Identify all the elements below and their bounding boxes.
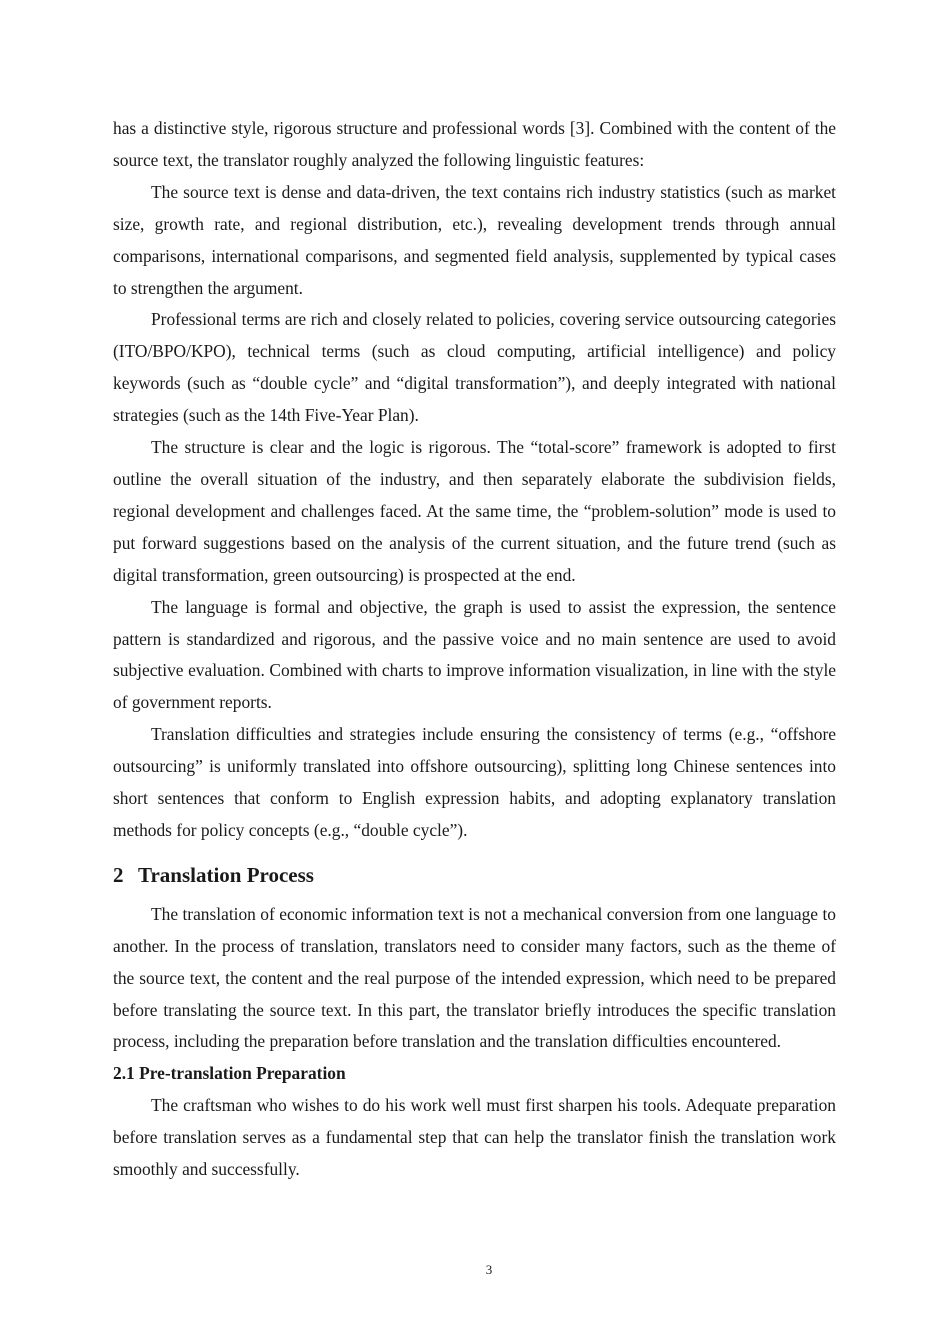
- paragraph-structure: The structure is clear and the logic is rigorous. The “total-score” framework is adopted to first outline the overall situation of the industry, and then separately elaborate the subdivision fields, regional development and challenges faced. At the same time, the “problem-solution” mode is used to put forward suggestions based on the analysis of the current situation, and the future trend (such as digital transformation, green outsourcing) is prospected at the end.: [113, 437, 836, 585]
- section-heading: [113, 861, 836, 889]
- paragraph-professional-terms: Professional terms are rich and closely related to policies, covering service outsourcing categories (ITO/BPO/KPO), technical terms (such as cloud computing, artificial intelligence) and policy keywords (such as “double cycle” and “digital transformation”), and deeply integrated with national strategies (such as the 14th Five-Year Plan).: [113, 309, 836, 426]
- paragraph-continued: has a distinctive style, rigorous structure and professional words [3]. Combined with the content of the source text, the translator roughly analyzed the following linguistic features:: [113, 118, 836, 170]
- section-title: Translation Process: [138, 862, 314, 887]
- paragraph-translation-process: The translation of economic information text is not a mechanical conversion from one language to another. In the process of translation, translators need to consider many factors, such as the theme of the source text, the content and the real purpose of the intended expression, which need to be prepared before translating the source text. In this part, the translator briefly introduces the specific translation process, including the preparation before translation and the translation difficulties encountered.: [113, 903, 836, 1052]
- paragraph-language: The language is formal and objective, the graph is used to assist the expression, the sentence pattern is standardized and rigorous, and the passive voice and no main sentence are used to avoid subjective evaluation. Combined with charts to improve information visualization, in line with the style of government reports.: [113, 596, 836, 713]
- paragraph-data-driven: The source text is dense and data-driven, the text contains rich industry statistics (such as market size, growth rate, and regional distribution, etc.), revealing development trends through annual comparisons, international comparisons, and segmented field analysis, supplemented by typical cases to strengthen the argument.: [113, 181, 836, 298]
- paragraph-translation-difficulties: Translation difficulties and strategies include ensuring the consistency of terms (e.g., “offshore outsourcing” is uniformly translated into offshore outsourcing), splitting long Chinese sentences into short sentences that conform to English expression habits, and adopting explanatory translation methods for policy concepts (e.g., “double cycle”).: [113, 724, 836, 840]
- section-number: 2: [113, 862, 124, 887]
- page-number: 3: [485, 1262, 493, 1277]
- paragraph-pre-translation: The craftsman who wishes to do his work well must first sharpen his tools. Adequate preparation before translation serves as a fundamental step that can help the translator finish the translation work smoothly and successfully.: [113, 1095, 836, 1180]
- subsection-heading: 2.1 Pre-translation Preparation: [113, 1063, 346, 1084]
- page-body: [113, 113, 836, 1186]
